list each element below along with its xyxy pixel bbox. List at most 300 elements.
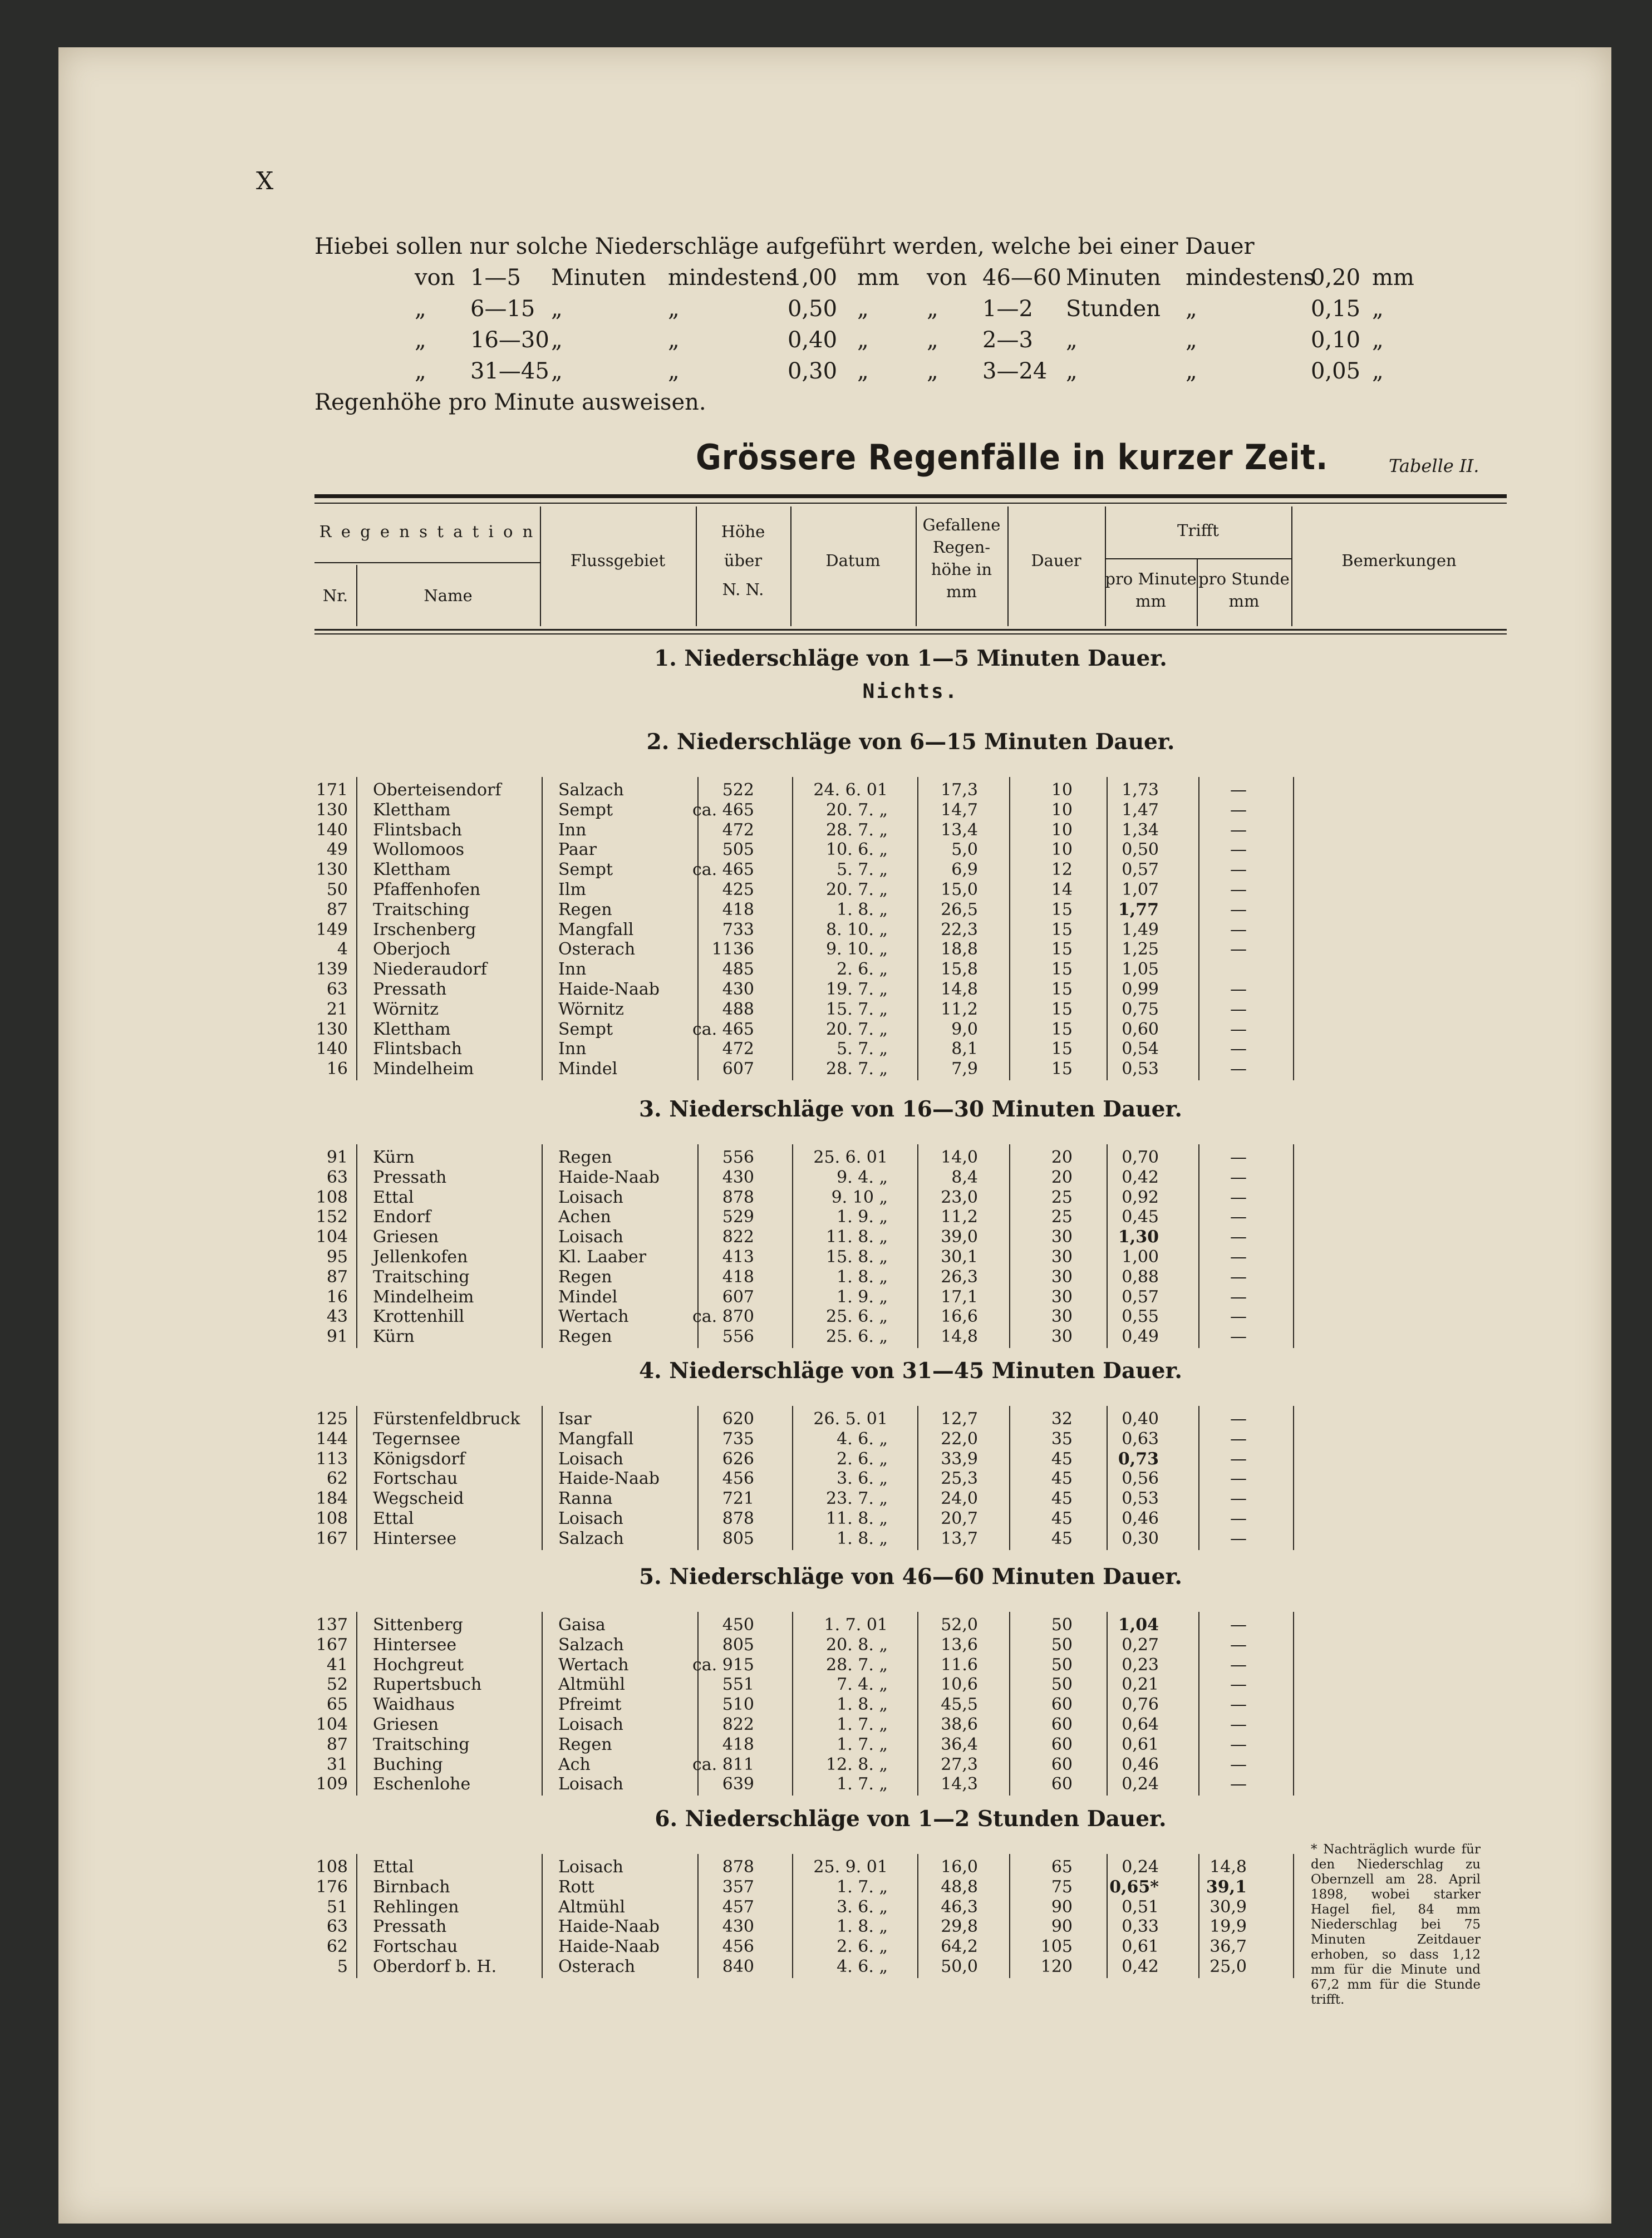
intro-rule-cell: von: [415, 265, 455, 291]
cell-fluss: Paar: [558, 840, 597, 860]
intro-rule-cell: „: [415, 327, 426, 353]
cell-gef: 6,9: [951, 860, 978, 880]
cell-nr: 108: [316, 1857, 348, 1877]
intro-rule-cell: „: [1186, 358, 1197, 384]
cell-min: 0,56: [1122, 1469, 1159, 1489]
cell-min: 0,75: [1122, 999, 1159, 1019]
cell-min: 0,92: [1122, 1187, 1159, 1207]
cell-gef: 15,0: [941, 880, 978, 899]
intro-rule-cell: 0,20: [1311, 265, 1361, 291]
cell-datum: 1. 9. „: [837, 1207, 888, 1227]
cell-min: 0,57: [1122, 860, 1159, 880]
cell-gef: 22,0: [941, 1429, 978, 1449]
cell-nr: 113: [316, 1449, 348, 1469]
cell-gef: 48,8: [941, 1877, 978, 1897]
cell-std: —: [1230, 1695, 1247, 1715]
cell-name: Mindelheim: [373, 1287, 474, 1307]
intro-rule-cell: 2—3: [982, 327, 1033, 353]
cell-dauer: 50: [1051, 1675, 1073, 1695]
cell-min: 0,23: [1122, 1655, 1159, 1675]
cell-std: —: [1230, 899, 1247, 919]
cell-name: Wegscheid: [373, 1489, 464, 1509]
cell-gef: 12,7: [941, 1409, 978, 1429]
cell-min: 1,47: [1122, 800, 1159, 820]
cell-std: —: [1230, 980, 1247, 999]
cell-gef: 39,0: [941, 1227, 978, 1247]
cell-min: 0,57: [1122, 1287, 1159, 1307]
cell-name: Oberdorf b. H.: [373, 1957, 497, 1976]
cell-datum: 1. 8. „: [837, 899, 888, 919]
cell-gef: 8,4: [951, 1167, 978, 1187]
intro-rule-row: [314, 324, 1595, 356]
cell-hoehe: 418: [722, 1267, 754, 1287]
cell-min: 0,99: [1122, 980, 1159, 999]
table-row: [314, 1615, 1507, 1635]
cell-hoehe: 733: [722, 919, 754, 940]
cell-name: Buching: [373, 1754, 443, 1774]
cell-nr: 171: [316, 780, 348, 800]
cell-name: Königsdorf: [373, 1449, 465, 1469]
cell-datum: 19. 7. „: [826, 980, 888, 999]
cell-min: 1,07: [1122, 880, 1159, 899]
cell-fluss: Regen: [558, 1148, 612, 1167]
cell-dauer: 15: [1051, 980, 1073, 999]
cell-std: —: [1230, 1449, 1247, 1469]
cell-name: Eschenlohe: [373, 1774, 471, 1794]
cell-name: Irschenberg: [373, 919, 476, 940]
intro-rules: [314, 262, 1595, 387]
cell-datum: 4. 6. „: [837, 1957, 888, 1976]
cell-gef: 45,5: [941, 1695, 978, 1715]
cell-nr: 91: [326, 1327, 348, 1347]
header-bemerkungen: Bemerkungen: [1341, 551, 1457, 570]
cell-dauer: 90: [1051, 1917, 1073, 1937]
cell-gef: 8,1: [951, 1039, 978, 1059]
cell-gef: 38,6: [941, 1715, 978, 1734]
cell-nr: 43: [326, 1307, 348, 1327]
cell-min: 0,46: [1122, 1509, 1159, 1528]
section-rows: [314, 1409, 1507, 1549]
cell-datum: 25. 9. 01: [813, 1857, 888, 1877]
cell-datum: 4. 6. „: [837, 1429, 888, 1449]
cell-gef: 7,9: [951, 1059, 978, 1079]
intro-rule-cell: „: [1066, 358, 1078, 384]
section-title: 4. Niederschläge von 31—45 Minuten Dauer.: [639, 1358, 1182, 1384]
cell-name: Krottenhill: [373, 1307, 465, 1327]
table-row: [314, 900, 1507, 920]
cell-gef: 13,6: [941, 1635, 978, 1655]
cell-fluss: Mindel: [558, 1287, 618, 1307]
table-row: [314, 1675, 1507, 1695]
cell-fluss: Inn: [558, 820, 587, 840]
cell-gef: 16,0: [941, 1857, 978, 1877]
cell-nr: 16: [326, 1287, 348, 1307]
table-row: [314, 1774, 1507, 1794]
header-datum: Datum: [825, 551, 881, 570]
header-nr: Nr.: [322, 586, 348, 605]
intro-rule-cell: 1,00: [788, 265, 838, 291]
cell-nr: 50: [326, 880, 348, 899]
header-name: Name: [424, 586, 473, 605]
cell-hoehe: 488: [722, 999, 754, 1019]
cell-nr: 108: [316, 1509, 348, 1528]
cell-gef: 22,3: [941, 919, 978, 940]
intro-rule-cell: mm: [857, 265, 899, 291]
cell-hoehe: 510: [722, 1695, 754, 1715]
cell-min: 0,63: [1122, 1429, 1159, 1449]
table-row: [314, 1247, 1507, 1267]
cell-datum: 2. 6. „: [837, 960, 888, 980]
cell-gef: 24,0: [941, 1489, 978, 1509]
cell-fluss: Loisach: [558, 1227, 623, 1247]
cell-nr: 51: [326, 1897, 348, 1917]
cell-hoehe: 556: [722, 1148, 754, 1167]
cell-dauer: 60: [1051, 1774, 1073, 1794]
cell-name: Traitsching: [373, 1734, 470, 1754]
table-row: [314, 880, 1507, 900]
cell-hoehe: 456: [722, 1469, 754, 1489]
cell-std: —: [1230, 1655, 1247, 1675]
table-row: [314, 1409, 1507, 1429]
cell-min: 1,05: [1122, 960, 1159, 980]
cell-fluss: Haide-Naab: [558, 1469, 660, 1489]
cell-hoehe: 430: [722, 1167, 754, 1187]
cell-hoehe: 805: [722, 1635, 754, 1655]
cell-dauer: 50: [1051, 1655, 1073, 1675]
cell-hoehe: 485: [722, 960, 754, 980]
cell-datum: 20. 7. „: [826, 1019, 888, 1039]
cell-hoehe: 418: [722, 899, 754, 919]
cell-fluss: Mangfall: [558, 919, 634, 940]
intro-rule-cell: 0,10: [1311, 327, 1361, 353]
cell-nr: 62: [326, 1937, 348, 1957]
cell-fluss: Osterach: [558, 940, 636, 960]
cell-std: —: [1230, 1287, 1247, 1307]
cell-std: 19,9: [1210, 1917, 1247, 1937]
cell-fluss: Inn: [558, 960, 587, 980]
table-row: [314, 1755, 1507, 1775]
table-row: [314, 1000, 1507, 1020]
cell-dauer: 15: [1051, 999, 1073, 1019]
cell-std: 36,7: [1210, 1937, 1247, 1957]
intro-rule-cell: mindestens: [1186, 265, 1315, 291]
cell-name: Fortschau: [373, 1937, 458, 1957]
cell-nr: 167: [316, 1528, 348, 1548]
intro-rule-cell: 1—2: [982, 296, 1033, 322]
cell-min: 0,46: [1122, 1754, 1159, 1774]
cell-datum: 5. 7. „: [837, 1039, 888, 1059]
table-row: [314, 1287, 1507, 1307]
table-row: [314, 920, 1507, 940]
cell-dauer: 30: [1051, 1267, 1073, 1287]
cell-datum: 26. 5. 01: [813, 1409, 888, 1429]
cell-name: Rupertsbuch: [373, 1675, 482, 1695]
cell-std: —: [1230, 840, 1247, 860]
cell-gef: 16,6: [941, 1307, 978, 1327]
table-row: [314, 780, 1507, 800]
intro-rule-cell: „: [927, 358, 938, 384]
cell-std: —: [1230, 1489, 1247, 1509]
cell-dauer: 120: [1040, 1957, 1073, 1976]
cell-std: —: [1230, 1734, 1247, 1754]
table-row: [314, 980, 1507, 1000]
cell-hoehe: 626: [722, 1449, 754, 1469]
cell-datum: 15. 7. „: [826, 999, 888, 1019]
cell-nr: 104: [316, 1227, 348, 1247]
section-rows: [314, 1615, 1507, 1794]
cell-name: Endorf: [373, 1207, 431, 1227]
cell-min: 0,49: [1122, 1327, 1159, 1347]
cell-dauer: 30: [1051, 1247, 1073, 1267]
cell-name: Sittenberg: [373, 1615, 463, 1635]
cell-dauer: 10: [1051, 780, 1073, 800]
intro-rule-cell: 0,50: [788, 296, 838, 322]
cell-nr: 41: [326, 1655, 348, 1675]
cell-std: —: [1230, 1307, 1247, 1327]
cell-fluss: Mangfall: [558, 1429, 634, 1449]
cell-name: Mindelheim: [373, 1059, 474, 1079]
table-row: [314, 1429, 1507, 1449]
intro-rule-cell: „: [1372, 358, 1384, 384]
cell-name: Hochgreut: [373, 1655, 464, 1675]
cell-nr: 152: [316, 1207, 348, 1227]
cell-dauer: 75: [1051, 1877, 1073, 1897]
cell-std: —: [1230, 1207, 1247, 1227]
cell-gef: 33,9: [941, 1449, 978, 1469]
cell-fluss: Loisach: [558, 1449, 623, 1469]
section-title: 3. Niederschläge von 16—30 Minuten Dauer.: [639, 1096, 1182, 1122]
intro-rule-row: [314, 293, 1595, 324]
cell-hoehe: 878: [722, 1509, 754, 1528]
cell-gef: 27,3: [941, 1754, 978, 1774]
cell-std: —: [1230, 1429, 1247, 1449]
intro-rule-cell: Stunden: [1066, 296, 1161, 322]
cell-hoehe: 607: [722, 1059, 754, 1079]
cell-dauer: 32: [1051, 1409, 1073, 1429]
intro-rule-cell: 16—30: [470, 327, 549, 353]
cell-dauer: 10: [1051, 800, 1073, 820]
intro-rule-cell: 0,40: [788, 327, 838, 353]
cell-hoehe: 878: [722, 1187, 754, 1207]
cell-gef: 5,0: [951, 840, 978, 860]
cell-min: 0,30: [1122, 1528, 1159, 1548]
table-row: [314, 1735, 1507, 1755]
cell-datum: 1. 9. „: [837, 1287, 888, 1307]
cell-nr: 108: [316, 1187, 348, 1207]
cell-datum: 11. 8. „: [826, 1509, 888, 1528]
cell-std: —: [1230, 999, 1247, 1019]
section-title: 1. Niederschläge von 1—5 Minuten Dauer.: [654, 646, 1167, 671]
cell-hoehe: ca. 915: [692, 1655, 754, 1675]
cell-fluss: Altmühl: [558, 1675, 625, 1695]
intro-rule-cell: 1—5: [470, 265, 521, 291]
cell-fluss: Loisach: [558, 1774, 623, 1794]
cell-datum: 20. 7. „: [826, 800, 888, 820]
intro-rule-cell: „: [1372, 296, 1384, 322]
cell-hoehe: 556: [722, 1327, 754, 1347]
cell-fluss: Wörnitz: [558, 999, 624, 1019]
cell-min: 0,33: [1122, 1917, 1159, 1937]
cell-gef: 46,3: [941, 1897, 978, 1917]
cell-name: Flintsbach: [373, 820, 462, 840]
cell-dauer: 20: [1051, 1148, 1073, 1167]
cell-hoehe: ca. 465: [692, 1019, 754, 1039]
table-row: [314, 940, 1507, 960]
cell-std: —: [1230, 1167, 1247, 1187]
cell-fluss: Achen: [558, 1207, 611, 1227]
cell-min: 0,73: [1118, 1449, 1159, 1469]
cell-dauer: 30: [1051, 1327, 1073, 1347]
section-rows: [314, 1148, 1507, 1347]
intro-rule-cell: „: [1372, 327, 1384, 353]
cell-fluss: Loisach: [558, 1187, 623, 1207]
cell-hoehe: 607: [722, 1287, 754, 1307]
intro-rule-cell: Minuten: [1066, 265, 1161, 291]
cell-hoehe: 822: [722, 1715, 754, 1734]
cell-std: —: [1230, 1059, 1247, 1079]
cell-fluss: Sempt: [558, 800, 613, 820]
cell-nr: 87: [326, 1734, 348, 1754]
cell-hoehe: 418: [722, 1734, 754, 1754]
section-title: 6. Niederschläge von 1—2 Stunden Dauer.: [655, 1806, 1167, 1832]
table-row: [314, 1207, 1507, 1227]
cell-name: Traitsching: [373, 899, 470, 919]
section-rows: [314, 780, 1507, 1079]
cell-dauer: 30: [1051, 1307, 1073, 1327]
cell-dauer: 45: [1051, 1509, 1073, 1528]
cell-fluss: Ilm: [558, 880, 586, 899]
cell-nr: 184: [316, 1489, 348, 1509]
intro-rule-cell: „: [415, 296, 426, 322]
cell-nr: 63: [326, 1167, 348, 1187]
cell-nr: 4: [337, 940, 348, 960]
cell-std: 39,1: [1206, 1877, 1247, 1897]
cell-hoehe: 551: [722, 1675, 754, 1695]
cell-fluss: Mindel: [558, 1059, 618, 1079]
cell-min: 0,55: [1122, 1307, 1159, 1327]
cell-dauer: 105: [1040, 1937, 1073, 1957]
table-row: [314, 1148, 1507, 1168]
cell-min: 0,42: [1122, 1167, 1159, 1187]
intro-rule-cell: „: [927, 296, 938, 322]
cell-hoehe: 735: [722, 1429, 754, 1449]
cell-datum: 20. 8. „: [826, 1635, 888, 1655]
header-gefallene: Gefallene Regen- höhe in mm: [922, 515, 1001, 601]
cell-gef: 18,8: [941, 940, 978, 960]
cell-std: 14,8: [1210, 1857, 1247, 1877]
cell-dauer: 45: [1051, 1449, 1073, 1469]
cell-dauer: 15: [1051, 960, 1073, 980]
cell-std: —: [1230, 1039, 1247, 1059]
cell-dauer: 10: [1051, 820, 1073, 840]
intro-rule-cell: 46—60: [982, 265, 1061, 291]
cell-min: 0,65*: [1109, 1877, 1159, 1897]
cell-nr: 63: [326, 980, 348, 999]
cell-nr: 16: [326, 1059, 348, 1079]
table-row: [314, 1020, 1507, 1040]
cell-dauer: 65: [1051, 1857, 1073, 1877]
cell-min: 0,70: [1122, 1148, 1159, 1167]
intro-rule-cell: „: [857, 358, 869, 384]
cell-datum: 3. 6. „: [837, 1897, 888, 1917]
cell-nr: 130: [316, 1019, 348, 1039]
table-row: [314, 960, 1507, 980]
cell-std: 30,9: [1210, 1897, 1247, 1917]
cell-name: Jellenkofen: [373, 1247, 468, 1267]
header-regenstation: R e g e n s t a t i o n: [319, 522, 535, 541]
cell-name: Traitsching: [373, 1267, 470, 1287]
cell-name: Ettal: [373, 1187, 414, 1207]
cell-datum: 7. 4. „: [837, 1675, 888, 1695]
footnote: * Nachträglich wurde für den Niederschlag zu Obernzell am 28. April 1898, wobei starker Hagel fiel, 84 mm Niederschlag bei 75 Minuten Zeitdauer erhoben, so dass 1,12 mm für die Minute und 67,2 mm für die Stunde trifft.: [1311, 1842, 1481, 2007]
intro-rule-cell: von: [927, 265, 967, 291]
intro-rule-cell: „: [1066, 327, 1078, 353]
cell-min: 0,24: [1122, 1774, 1159, 1794]
table-label: Tabelle II.: [1389, 455, 1479, 476]
cell-gef: 64,2: [941, 1937, 978, 1957]
cell-min: 0,54: [1122, 1039, 1159, 1059]
cell-gef: 25,3: [941, 1469, 978, 1489]
cell-nr: 87: [326, 899, 348, 919]
header-trifft: Trifft: [1177, 521, 1219, 540]
cell-gef: 14,3: [941, 1774, 978, 1794]
cell-datum: 2. 6. „: [837, 1937, 888, 1957]
cell-gef: 50,0: [941, 1957, 978, 1976]
cell-fluss: Salzach: [558, 1528, 624, 1548]
cell-std: —: [1230, 1715, 1247, 1734]
cell-dauer: 30: [1051, 1227, 1073, 1247]
cell-min: 0,53: [1122, 1489, 1159, 1509]
cell-std: —: [1230, 800, 1247, 820]
cell-dauer: 15: [1051, 1059, 1073, 1079]
intro-rule-cell: 31—45: [470, 358, 549, 384]
cell-gef: 10,6: [941, 1675, 978, 1695]
cell-hoehe: 1136: [711, 940, 754, 960]
cell-hoehe: ca. 811: [692, 1754, 754, 1774]
intro-last-line: Regenhöhe pro Minute ausweisen.: [314, 390, 706, 415]
cell-std: —: [1230, 1675, 1247, 1695]
table-row: [314, 1327, 1507, 1347]
cell-datum: 1. 7. „: [837, 1715, 888, 1734]
intro-rule-cell: „: [415, 358, 426, 384]
cell-fluss: Salzach: [558, 780, 624, 800]
cell-name: Rehlingen: [373, 1897, 459, 1917]
cell-dauer: 60: [1051, 1715, 1073, 1734]
table-row: [314, 1695, 1507, 1715]
cell-fluss: Regen: [558, 899, 612, 919]
cell-datum: 1. 7. „: [837, 1774, 888, 1794]
cell-hoehe: 425: [722, 880, 754, 899]
table-row: [314, 1715, 1507, 1735]
cell-hoehe: 456: [722, 1937, 754, 1957]
cell-datum: 15. 8. „: [826, 1247, 888, 1267]
cell-name: Ettal: [373, 1857, 414, 1877]
cell-fluss: Osterach: [558, 1957, 636, 1976]
cell-fluss: Wertach: [558, 1655, 629, 1675]
cell-dauer: 12: [1051, 860, 1073, 880]
cell-datum: 24. 6. 01: [813, 780, 888, 800]
table-row: [314, 1489, 1507, 1509]
cell-fluss: Gaisa: [558, 1615, 606, 1635]
cell-name: Hintersee: [373, 1635, 457, 1655]
cell-gef: 30,1: [941, 1247, 978, 1267]
intro-rule-cell: „: [668, 296, 680, 322]
cell-fluss: Ach: [558, 1754, 591, 1774]
cell-std: —: [1230, 780, 1247, 800]
table-row: [314, 1307, 1507, 1327]
cell-datum: 28. 7. „: [826, 1655, 888, 1675]
cell-fluss: Loisach: [558, 1509, 623, 1528]
